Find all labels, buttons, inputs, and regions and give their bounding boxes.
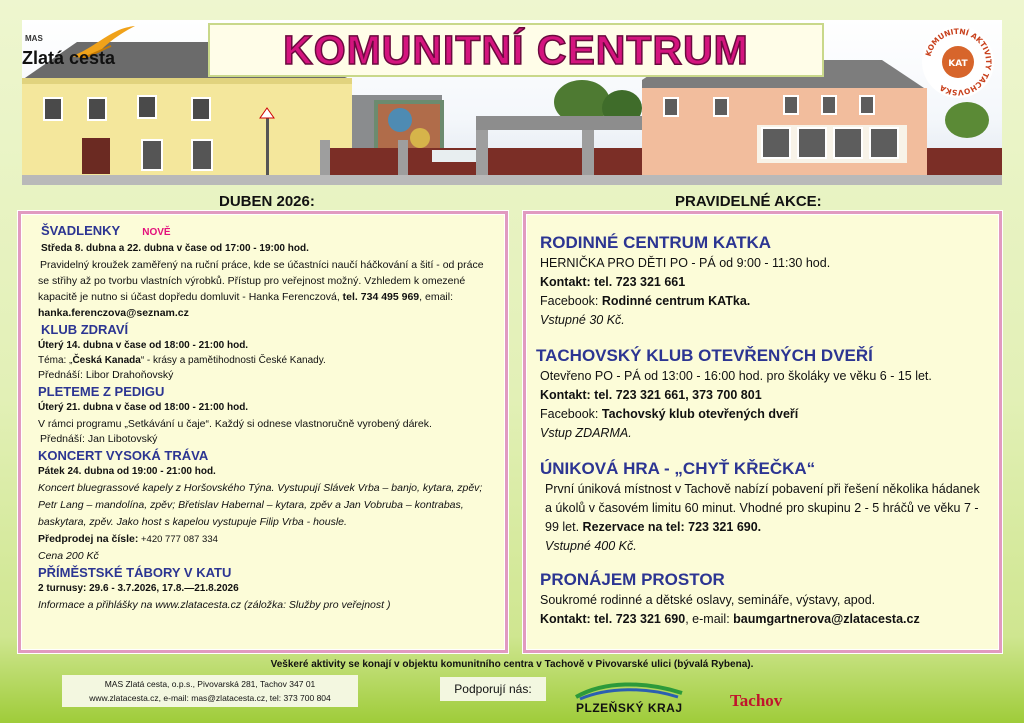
regular-klub-otevrenych-dveri <box>536 345 989 443</box>
contact-line: www.zlatacesta.cz, e-mail: mas@zlatacesta.cz, tel: 373 700 804 <box>89 693 331 703</box>
page-title: KOMUNITNÍ CENTRUM <box>283 26 749 73</box>
theme-label: Téma: „ <box>38 355 73 366</box>
month-heading: DUBEN 2026: <box>219 193 315 210</box>
kat-logo <box>920 24 996 105</box>
event-title: ÚNIKOVÁ HRA - „CHYŤ KŘEČKA“ <box>540 459 816 478</box>
brand-prefix: MAS <box>25 34 43 43</box>
event-pleteme-z-pedigu <box>38 384 493 447</box>
theme-name: Česká Kanada <box>72 355 141 366</box>
event-lecturer: Přednáší: Libor Drahoňovský <box>38 369 174 381</box>
kat-ring-text: KOMUNITNÍ AKTIVITY TACHOVSKA <box>923 26 994 98</box>
event-date: Úterý 21. dubna v čase od 18:00 - 21:00 hod. <box>38 402 249 413</box>
event-entry: Vstup ZDARMA. <box>540 426 632 440</box>
monthly-events-panel <box>18 211 508 653</box>
event-date: Středa 8. dubna a 22. dubna v čase od 17:00 - 19:00 hod. <box>41 243 309 254</box>
event-contact: Kontakt: tel. 723 321 690 <box>540 612 686 626</box>
brand-name: Zlatá cesta <box>22 48 116 68</box>
event-description: Koncert bluegrassové kapely z Horšovského Týna. Vystupují Slávek Vrba – banjo, kytara, zpěv; Petr Lang – mandolína, zpěv; Břetislav Habernal – kytara, zpěv a Jan Vobruba – kontrabas, baskytara, zpěv. Jako host s kapelou vystupuje Filip Vrba - housle. <box>38 482 483 528</box>
regular-events-heading: PRAVIDELNÉ AKCE: <box>675 193 822 210</box>
event-klub-zdravi <box>38 322 493 383</box>
event-koncert <box>38 448 493 564</box>
facebook-link[interactable]: Tachovský klub otevřených dveří <box>601 407 799 421</box>
theme-description: “ - krásy a pamětihodnosti České Kanady. <box>140 355 326 366</box>
regular-rc-katka <box>540 232 989 330</box>
facebook-label: Facebook: <box>540 294 599 308</box>
event-date: Pátek 24. dubna od 19:00 - 21:00 hod. <box>38 466 216 477</box>
event-title: ŠVADLENKY <box>41 223 121 238</box>
support-label: Podporují nás: <box>440 677 546 701</box>
regular-pronajem <box>540 569 989 629</box>
organization-address <box>62 675 358 707</box>
reservation-contact: Rezervace na tel: 723 321 690. <box>582 520 762 534</box>
event-title: RODINNÉ CENTRUM KATKA <box>540 233 772 252</box>
event-title: PŘÍMĚSTSKÉ TÁBORY V KATU <box>38 565 232 580</box>
title-banner <box>208 23 824 77</box>
event-description: Soukromé rodinné a dětské oslavy, semináře, výstavy, apod. <box>540 593 876 607</box>
event-entry: Vstupné 400 Kč. <box>545 539 637 553</box>
event-date: Úterý 14. dubna v čase od 18:00 - 21:00 hod. <box>38 340 249 351</box>
event-price: Cena 200 Kč <box>38 550 99 562</box>
presale-label: Předprodej na čísle: <box>38 533 139 545</box>
presale-phone: +420 777 087 334 <box>138 534 218 545</box>
event-contact: Kontakt: tel. 723 321 661, 373 700 801 <box>540 388 762 402</box>
event-title: PRONÁJEM PROSTOR <box>540 570 725 589</box>
sponsor-plzensky-kraj: PLZEŇSKÝ KRAJ <box>576 701 683 715</box>
venue-notice: Veškeré aktivity se konají v objektu komunitního centra v Tachově v Pivovarské ulici (bývalá Rybena). <box>270 659 754 670</box>
kat-logo-text: KAT <box>948 59 968 69</box>
event-svadlenky <box>38 223 493 321</box>
email-label: , email: <box>419 291 453 303</box>
camp-terms: 2 turnusy: 29.6 - 3.7.2026, 17.8.—21.8.2026 <box>38 583 239 594</box>
event-hours: HERNIČKA PRO DĚTI PO - PÁ od 9:00 - 11:30 hod. <box>540 256 831 270</box>
event-title: KLUB ZDRAVÍ <box>41 322 129 337</box>
event-title: KONCERT VYSOKÁ TRÁVA <box>38 448 209 463</box>
event-contact: Kontakt: tel. 723 321 661 <box>540 275 686 289</box>
email-label: , e-mail: <box>685 612 730 626</box>
new-badge: NOVĚ <box>142 227 171 238</box>
kat-badge-icon <box>920 24 996 100</box>
event-lecturer: Přednáší: Jan Libotovský <box>40 433 158 445</box>
regular-events-panel <box>523 211 1002 653</box>
regular-unikova-hra <box>540 458 989 556</box>
facebook-link[interactable]: Rodinné centrum KATka. <box>601 294 751 308</box>
event-title: TACHOVSKÝ KLUB OTEVŘENÝCH DVEŘÍ <box>536 346 873 365</box>
address-line: MAS Zlatá cesta, o.p.s., Pivovarská 281, Tachov 347 01 <box>104 679 316 689</box>
event-description: První úniková místnost v Tachově nabízí pobavení při řešení několika hádanek a úkolů v časovém limitu 60 minut. Vhodné pro skupinu 2 - 5 hráčů ve věku 7 - 99 let. <box>545 482 980 534</box>
event-description: V rámci programu „Setkávání u čaje“. Každý si odnese vlastnoručně vyrobený dárek. <box>38 418 432 430</box>
sponsor-tachov: Tachov <box>730 691 783 710</box>
plzensky-kraj-logo-icon <box>574 679 684 701</box>
camp-info: Informace a přihlášky na www.zlatacesta.cz (záložka: Služby pro veřejnost ) <box>38 599 391 611</box>
contact-email[interactable]: hanka.ferenczova@seznam.cz <box>38 307 189 319</box>
event-description: Pravidelný kroužek zaměřený na ruční práce, kde se účastníci naučí háčkování a šití - od práce se střihy až po tvorbu vlastních výrobků. Přístup pro veřejnost možný. Vzhledem k omezené kapacitě je nutno si účast dopředu domluvit - Hanka Ferenczová, <box>38 259 484 303</box>
event-hours: Otevřeno PO - PÁ od 13:00 - 16:00 hod. pro školáky ve věku 6 - 15 let. <box>540 369 932 383</box>
facebook-label: Facebook: <box>540 407 599 421</box>
contact-email[interactable]: baumgartnerova@zlatacesta.cz <box>733 612 920 626</box>
contact-phone: tel. 734 495 969 <box>342 291 420 303</box>
event-title: PLETEME Z PEDIGU <box>38 384 165 399</box>
event-tabory <box>38 565 493 613</box>
event-entry: Vstupné 30 Kč. <box>540 313 625 327</box>
